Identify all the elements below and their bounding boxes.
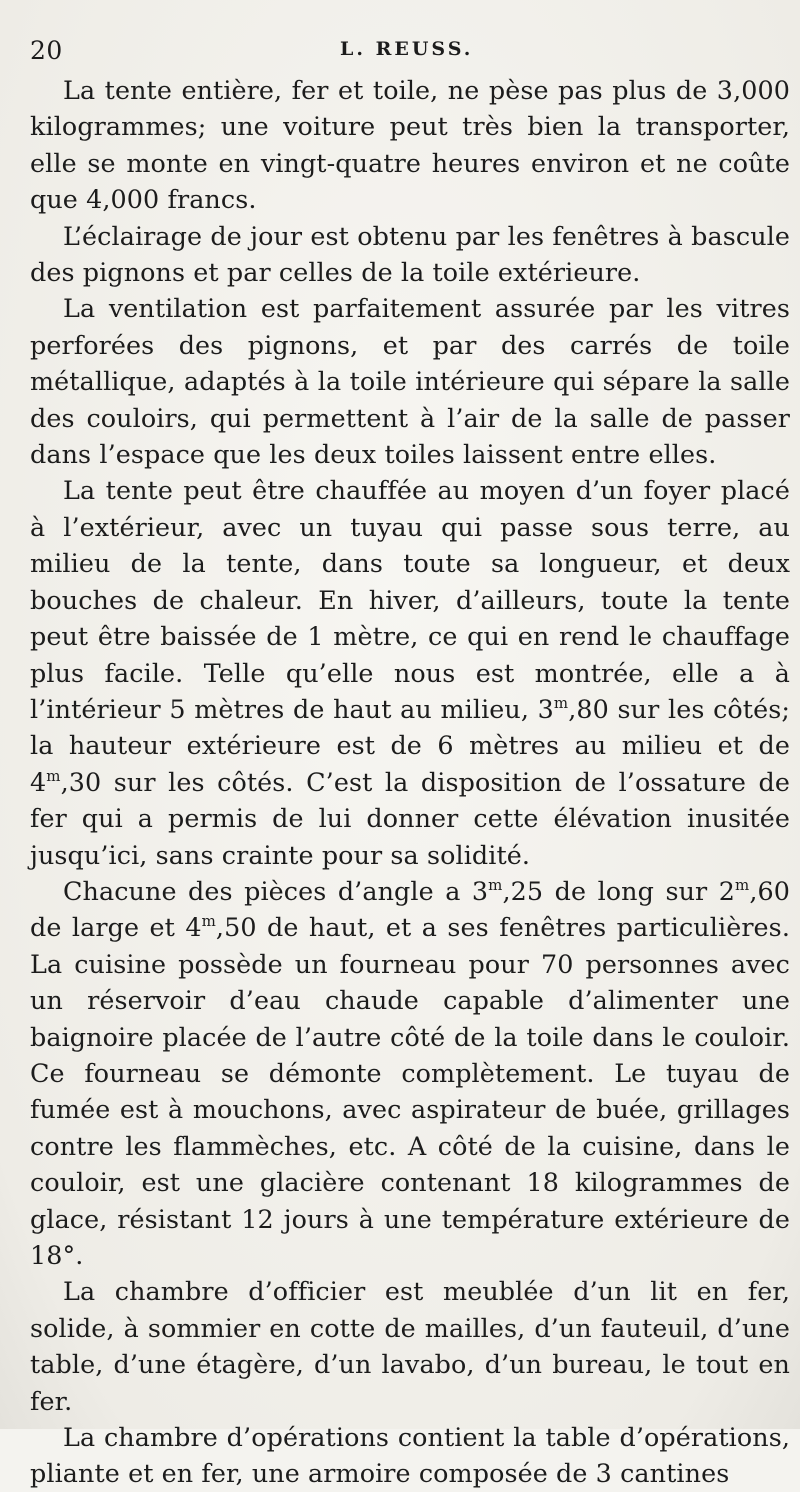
paragraph-ventilation: La ventilation est parfaitement assurée par les vitres perforées des pignons, et par des carrés de toile métallique, adaptés à la toile intérieure qui sépare la salle des couloirs, qui permettent à l’air de la salle de passer dans l’espace que les deux toiles laissent entre elles. — [30, 293, 790, 470]
paragraph-tent-weight: La tente entière, fer et toile, ne pèse pas plus de 3,000 kilogrammes; une voiture peut très bien la transporter, elle se monte en vingt-quatre heures environ et ne coûte que 4,000 francs. — [30, 75, 790, 215]
paragraph-heating: La tente peut être chauffée au moyen d’un foyer placé à l’extérieur, avec un tuyau qui passe sous terre, au milieu de la tente, dans toute sa longueur, et deux bouches de chaleur. En hiver, d’ailleurs, toute la tente peut être baissée de 1 mètre, ce qui en rend le chauffage plus facile. Telle qu’elle nous est montrée, elle a à l’intérieur 5 mètres de haut au milieu, 3$^m$,80 sur les côtés; la hauteur extérieure est de 6 mètres au milieu et de 4$^m$,30 sur les côtés. C’est la disposition de l’ossature de fer qui a permis de lui donner cette élévation inusitée jusqu’ici, sans crainte pour sa solidité. — [30, 475, 790, 870]
page-number: 20 — [30, 36, 63, 65]
paragraph-officer-room: La chambre d’officier est meublée d’un lit en fer, solide, à sommier en cotte de mailles, d’un fauteuil, d’une table, d’une étagère, d’un lavabo, d’un bureau, le tout en fer. — [30, 1276, 790, 1416]
running-head: L. REUSS. — [340, 38, 474, 60]
paragraph-lighting: L’éclairage de jour est obtenu par les fenêtres à bascule des pignons et par celles de la toile extérieure. — [30, 220, 790, 288]
page-header — [0, 36, 800, 68]
paragraph-operating-room: La chambre d’opérations contient la table d’opérations, pliante et en fer, une armoire composée de 3 cantines — [30, 1422, 790, 1489]
paragraph-corner-rooms: Chacune des pièces d’angle a 3$^m$,25 de long sur 2$^m$,60 de large et 4$^m$,50 de haut, et a ses fenêtres particulières. La cuisine possède un fourneau pour 70 personnes avec un réservoir d’eau chaude capable d’alimenter une baignoire placée de l’autre côté de la toile dans le couloir. Ce fourneau se démonte complètement. Le tuyau de fumée est à mouchons, avec aspirateur de buée, grillages contre les flammèches, etc. A côté de la cuisine, dans le couloir, est une glacière contenant 18 kilogrammes de glace, résistant 12 jours à une température extérieure de 18°. — [30, 875, 790, 1270]
body-text — [30, 72, 790, 1492]
